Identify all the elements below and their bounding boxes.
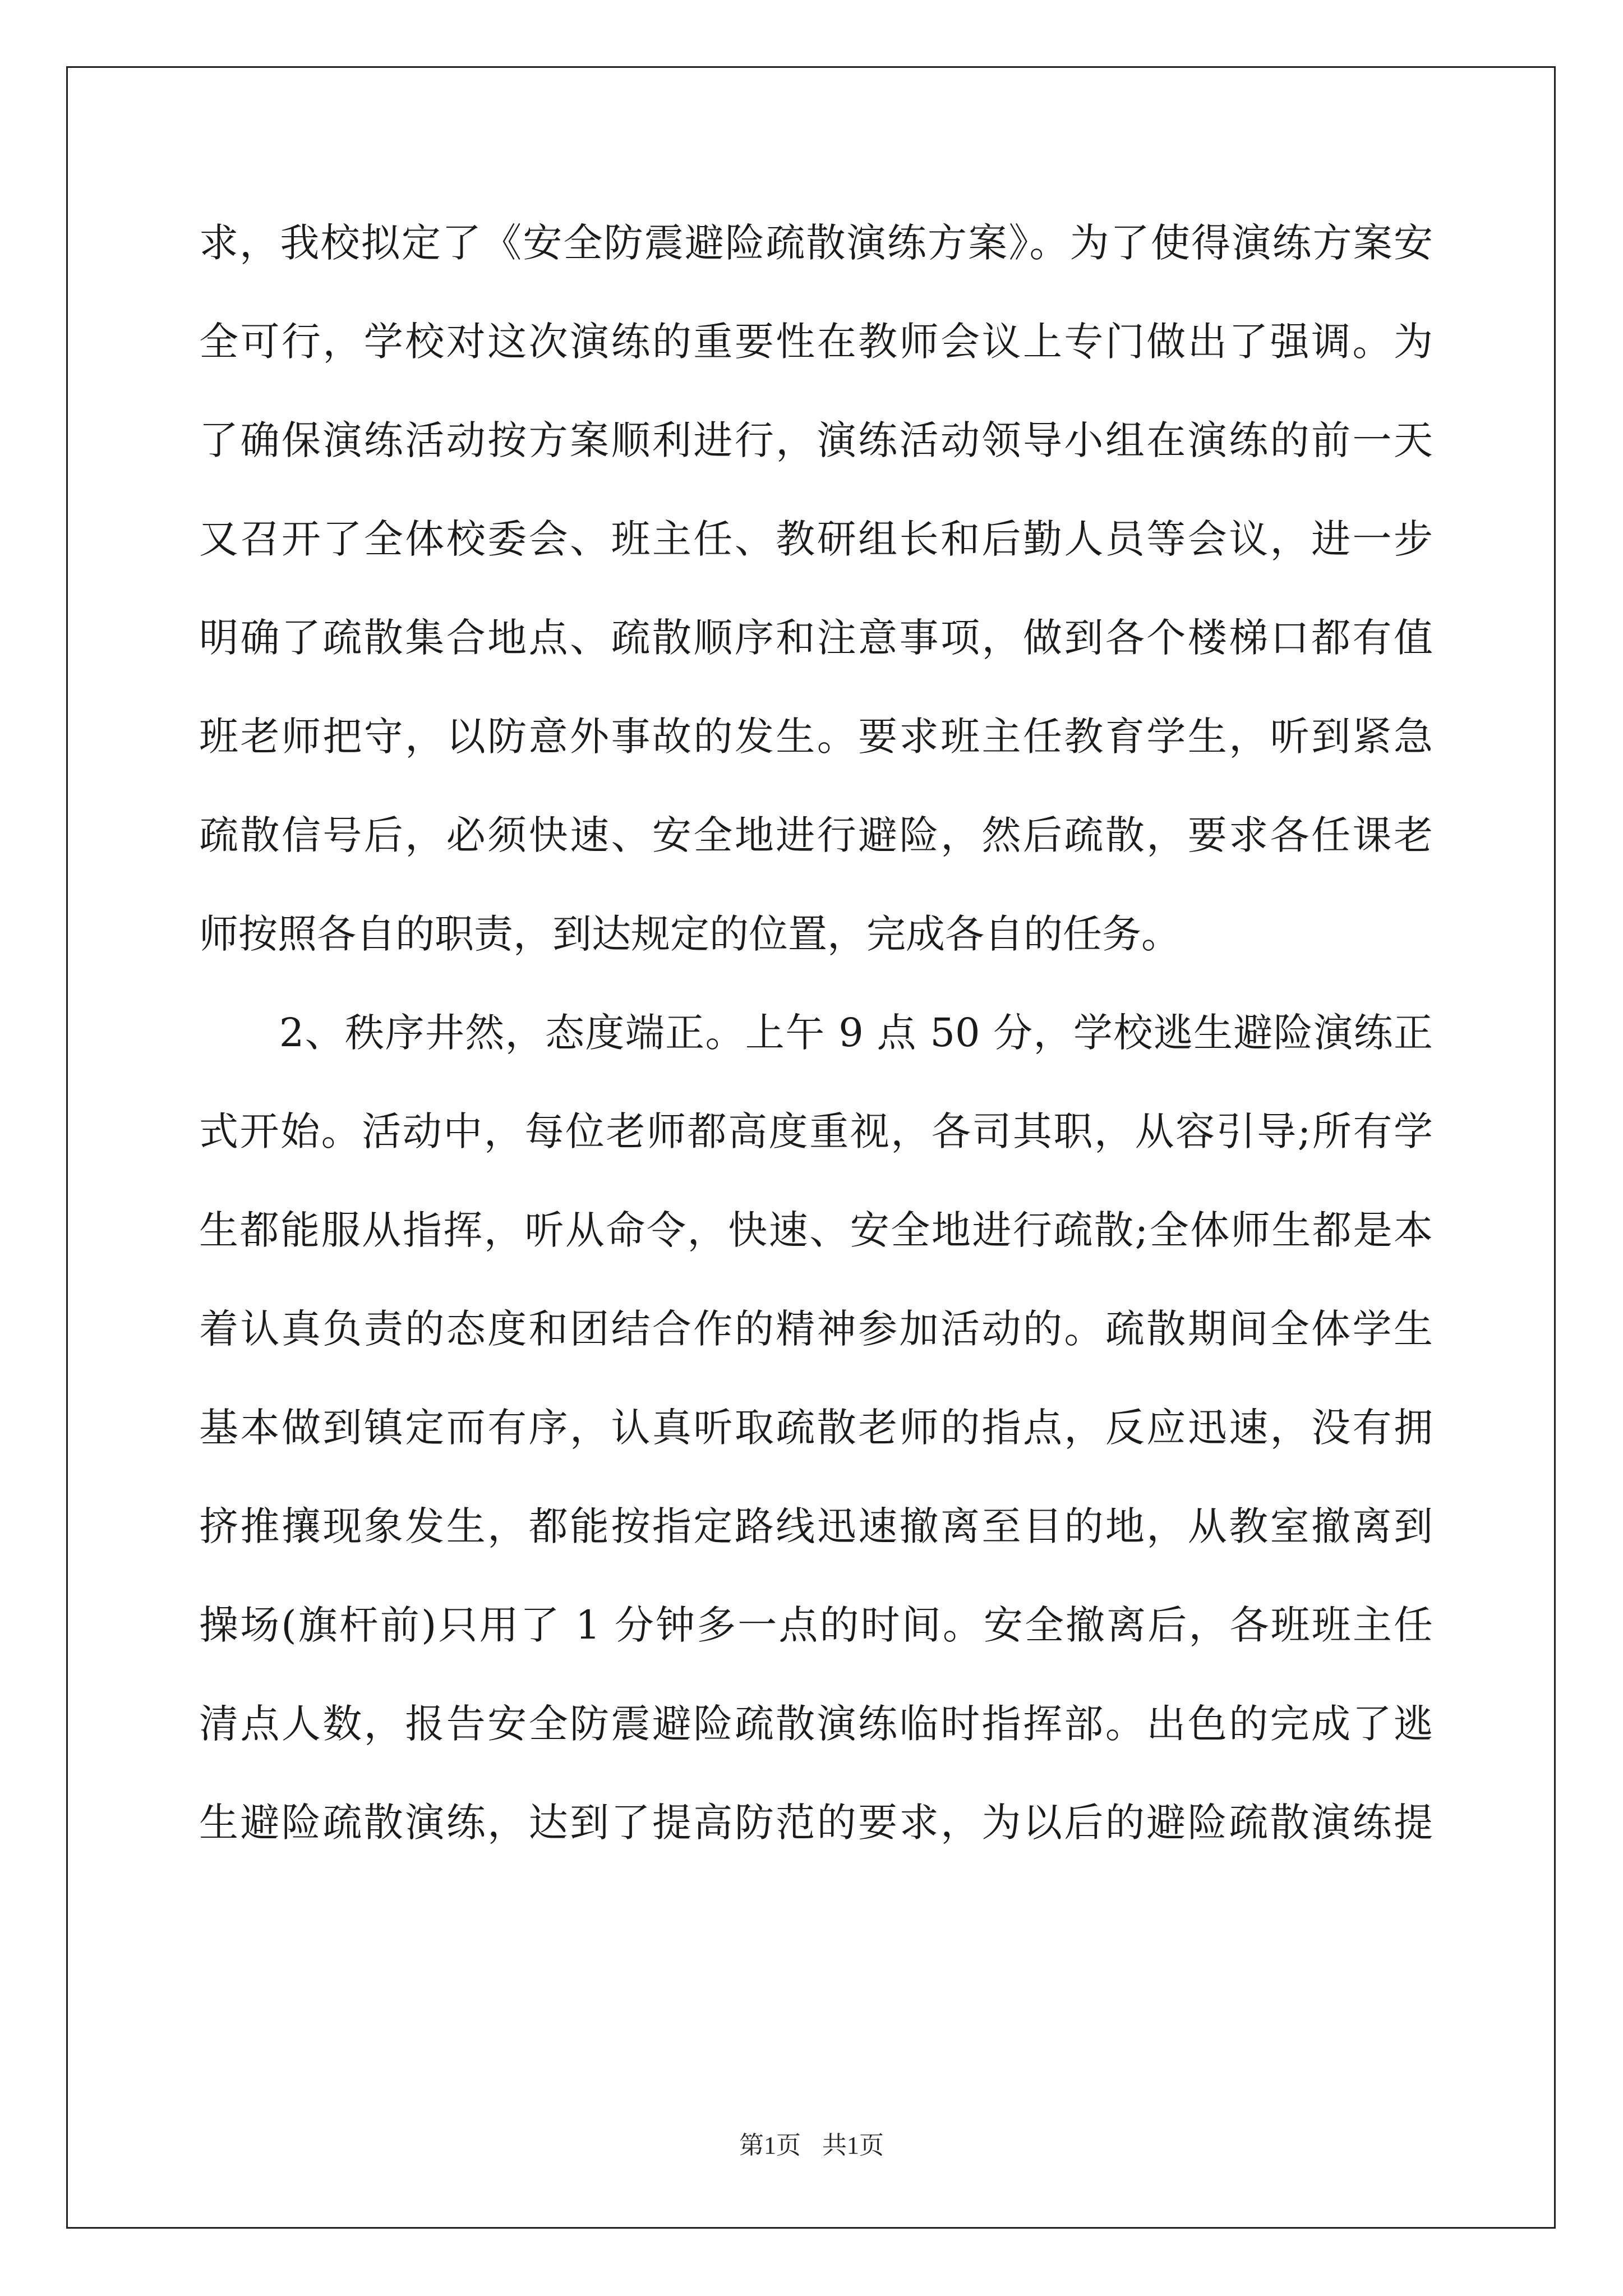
text-line: 操场(旗杆前)只用了 1 分钟多一点的时间。安全撤离后，各班班主任 [199,1602,1433,1648]
text-line: 式开始。活动中，每位老师都高度重视，各司其职，从容引导;所有学 [199,1108,1433,1154]
text-line: 又召开了全体校委会、班主任、教研组长和后勤人员等会议，进一步 [199,516,1433,562]
text-line: 明确了疏散集合地点、疏散顺序和注意事项，做到各个楼梯口都有值 [199,615,1433,661]
text-line: 班老师把守，以防意外事故的发生。要求班主任教育学生，听到紧急 [199,714,1433,760]
text-line-paragraph-end: 师按照各自的职责，到达规定的位置，完成各自的任务。 [199,911,1181,957]
text-line: 疏散信号后，必须快速、安全地进行避险，然后疏散，要求各任课老 [199,812,1433,858]
text-line-paragraph-start: 2、秩序井然，态度端正。上午 9 点 50 分，学校逃生避险演练正 [199,1010,1433,1056]
text-line: 清点人数，报告安全防震避险疏散演练临时指挥部。出色的完成了逃 [199,1701,1433,1747]
page-total: 共1页 [822,2132,884,2159]
text-line: 着认真负责的态度和团结合作的精神参加活动的。疏散期间全体学生 [199,1306,1433,1352]
text-line: 基本做到镇定而有序，认真听取疏散老师的指点，反应迅速，没有拥 [199,1405,1433,1451]
page-footer [0,2129,1623,2162]
text-line: 了确保演练活动按方案顺利进行，演练活动领导小组在演练的前一天 [199,417,1433,463]
text-line: 生避险疏散演练，达到了提高防范的要求，为以后的避险疏散演练提 [199,1800,1433,1846]
text-line: 求，我校拟定了《安全防震避险疏散演练方案》。为了使得演练方案安 [199,220,1433,266]
page-number: 第1页 [739,2132,801,2159]
text-line: 全可行，学校对这次演练的重要性在教师会议上专门做出了强调。为 [199,319,1433,365]
text-line: 挤推攘现象发生，都能按指定路线迅速撤离至目的地，从教室撤离到 [199,1503,1433,1549]
text-line: 生都能服从指挥，听从命令，快速、安全地进行疏散;全体师生都是本 [199,1207,1433,1253]
document-body [199,194,1433,1872]
